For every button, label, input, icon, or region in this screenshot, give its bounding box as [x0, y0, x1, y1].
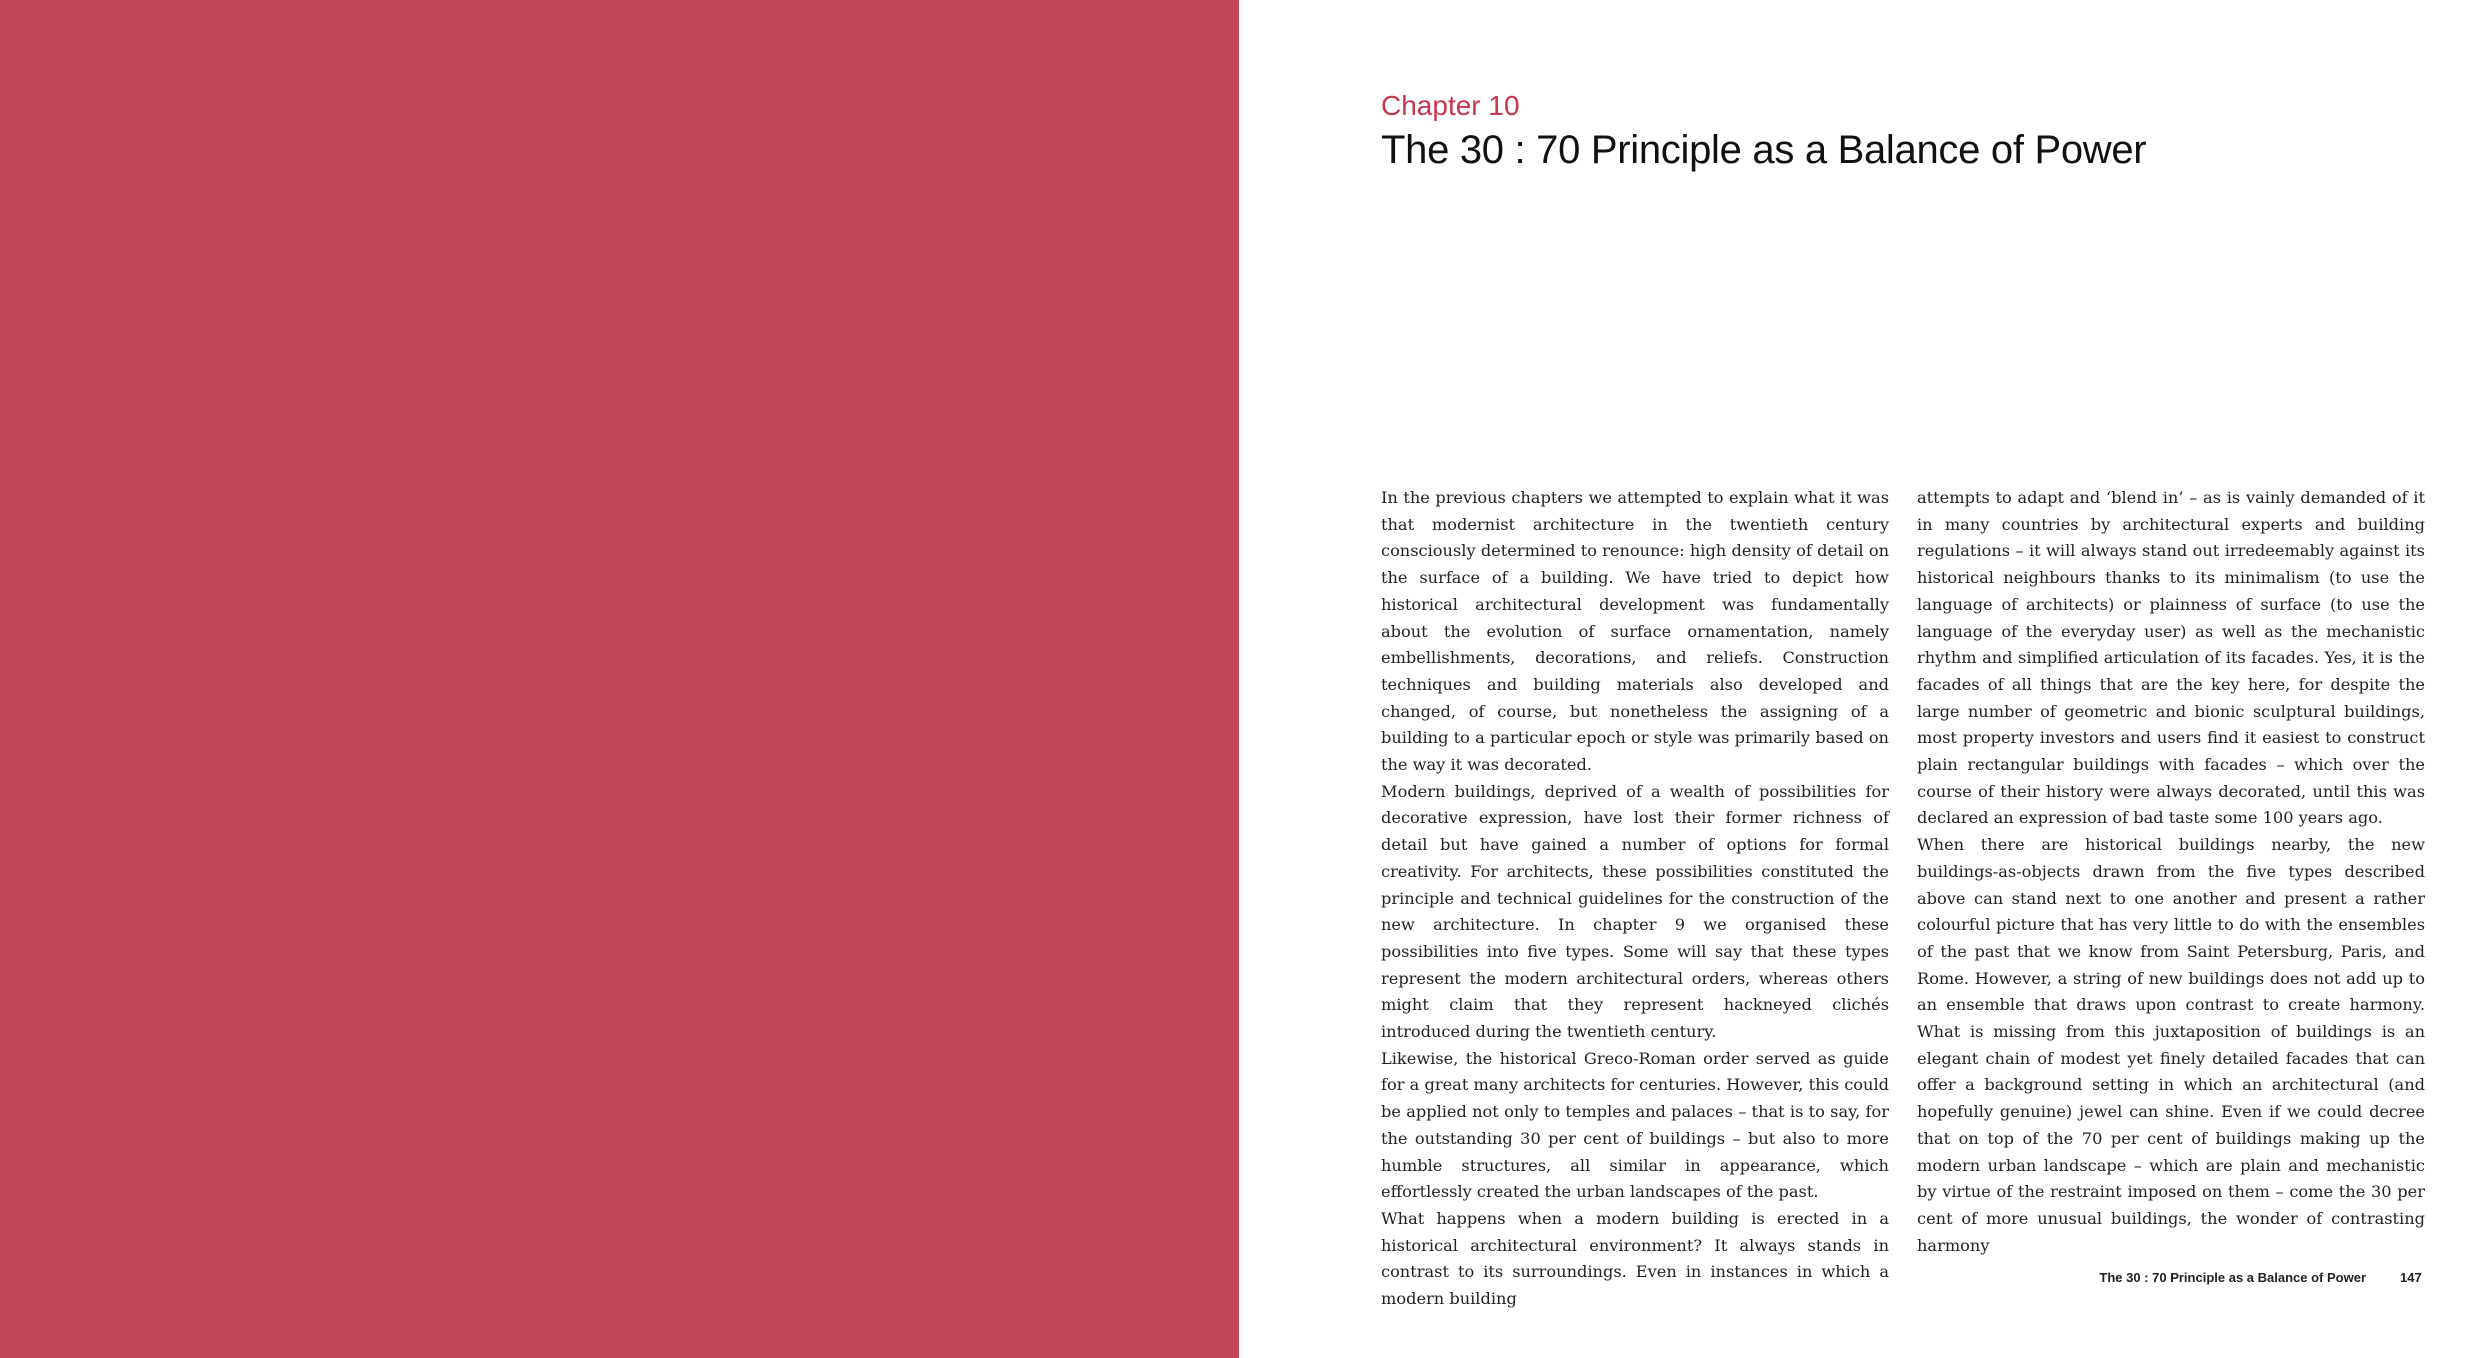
paragraph: In the previous chapters we attempted to explain what it was that modernist architecture in the twentieth century consciously determined to renounce: high density of detail on the surface of a building. We have tried to depict how historical architectural development was fundamentally about the evolution of surface ornamentation, namely embellishments, decorations, and reliefs. Construction techniques and building materials also developed and changed, of course, but nonetheless the assigning of a building to a particular epoch or style was primarily based on the way it was decorated. — [1381, 488, 1889, 775]
running-footer-title: The 30 : 70 Principle as a Balance of Power — [2099, 1270, 2366, 1285]
page-number: 147 — [2400, 1270, 2422, 1285]
paragraph: Modern buildings, deprived of a wealth of possibilities for decorative expression, have lost their former richness of detail but have gained a number of options for formal creativity. For architects, these possibilities constituted the principle and technical guidelines for the construction of the new architecture. In chapter 9 we organised these possibilities into five types. Some will say that these types represent the modern architectural orders, whereas others might claim that they represent hackneyed clichés introduced during the twentieth century. — [1381, 781, 1889, 1042]
paragraph: What happens when a modern building is erected in a historical architectural environment? It always stands in contrast to its surroundings. Even in instances in which a modern building — [1381, 1208, 1889, 1309]
chapter-title: The 30 : 70 Principle as a Balance of Power — [1381, 128, 2147, 172]
chapter-label: Chapter 10 — [1381, 90, 1520, 121]
body-column-1 — [1381, 485, 1889, 1309]
paragraph: When there are historical buildings nearby, the new buildings-as-objects drawn from the five types described above can stand next to one another and present a rather colourful picture that has very little to do with the ensembles of the past that we know from Saint Petersburg, Paris, and Rome. However, a string of new buildings does not add up to an ensemble that draws upon contrast to create harmony. What is missing from this juxtaposition of buildings is an elegant chain of modest yet finely detailed facades that can offer a background setting in which an architectural (and hopefully genuine) jewel can shine. Even if we could decree that on top of the 70 per cent of buildings making up the modern urban landscape – which are plain and mechanistic by virtue of the restraint imposed on them – come the 30 per cent of more unusual buildings, the wonder of contrasting harmony — [1917, 835, 2425, 1255]
paragraph: Likewise, the historical Greco-Roman order served as guide for a great many architects for centuries. However, this could be applied not only to temples and palaces – that is to say, for the outstanding 30 per cent of buildings – but also to more humble structures, all similar in appearance, which effortlessly created the urban landscapes of the past. — [1381, 1048, 1889, 1202]
paragraph: attempts to adapt and ‘blend in’ – as is vainly demanded of it in many countries by architectural experts and building regulations – it will always stand out irredeemably against its historical neighbours thanks to its minimalism (to use the language of architects) or plainness of surface (to use the language of the everyday user) as well as the mechanistic rhythm and simplified articulation of its facades. Yes, it is the facades of all things that are the key here, for despite the large number of geometric and bionic sculptural buildings, most property investors and users find it easiest to construct plain rectangular buildings with facades – which over the course of their history were always decorated, until this was declared an expression of bad taste some 100 years ago. — [1917, 488, 2425, 828]
body-column-2 — [1917, 485, 2425, 1255]
left-page-color-block — [0, 0, 1239, 1358]
